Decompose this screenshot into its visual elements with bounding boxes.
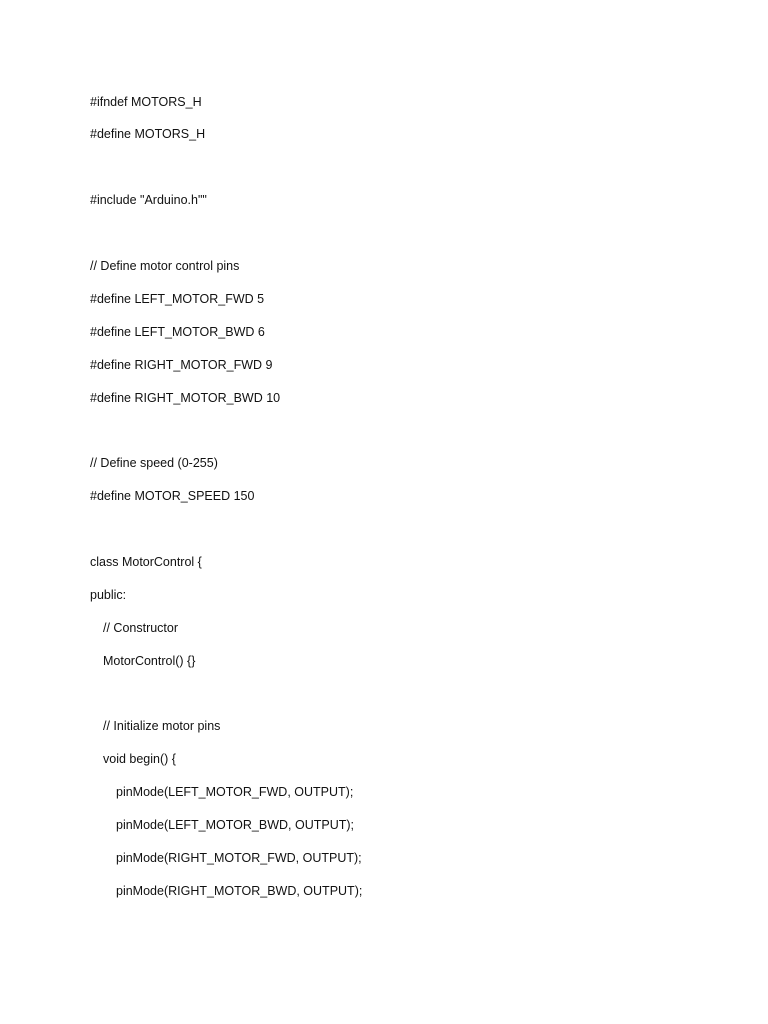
code-line-pinmode-right-fwd: pinMode(RIGHT_MOTOR_FWD, OUTPUT);: [116, 851, 362, 865]
code-comment-constructor: // Constructor: [103, 621, 179, 635]
code-line-pinmode-left-fwd: pinMode(LEFT_MOTOR_FWD, OUTPUT);: [116, 785, 354, 799]
code-line-define-header: #define MOTORS_H: [90, 127, 206, 141]
code-line-public: public:: [90, 588, 127, 602]
code-line-left-fwd: #define LEFT_MOTOR_FWD 5: [90, 292, 265, 306]
code-line-pinmode-right-bwd: pinMode(RIGHT_MOTOR_BWD, OUTPUT);: [116, 884, 363, 898]
code-comment-initialize: // Initialize motor pins: [103, 719, 221, 733]
code-line-pinmode-left-bwd: pinMode(LEFT_MOTOR_BWD, OUTPUT);: [116, 818, 355, 832]
code-line-right-bwd: #define RIGHT_MOTOR_BWD 10: [90, 391, 281, 405]
code-line-ifndef: #ifndef MOTORS_H: [90, 95, 202, 109]
code-comment-pins: // Define motor control pins: [90, 259, 240, 273]
code-line-left-bwd: #define LEFT_MOTOR_BWD 6: [90, 325, 265, 339]
code-line-right-fwd: #define RIGHT_MOTOR_FWD 9: [90, 358, 273, 372]
code-line-begin: void begin() {: [103, 752, 176, 766]
code-line-class: class MotorControl {: [90, 555, 202, 569]
code-line-constructor: MotorControl() {}: [103, 654, 196, 668]
code-comment-speed: // Define speed (0-255): [90, 456, 218, 470]
code-line-include: #include "Arduino.h"": [90, 193, 207, 207]
code-line-motor-speed: #define MOTOR_SPEED 150: [90, 489, 255, 503]
